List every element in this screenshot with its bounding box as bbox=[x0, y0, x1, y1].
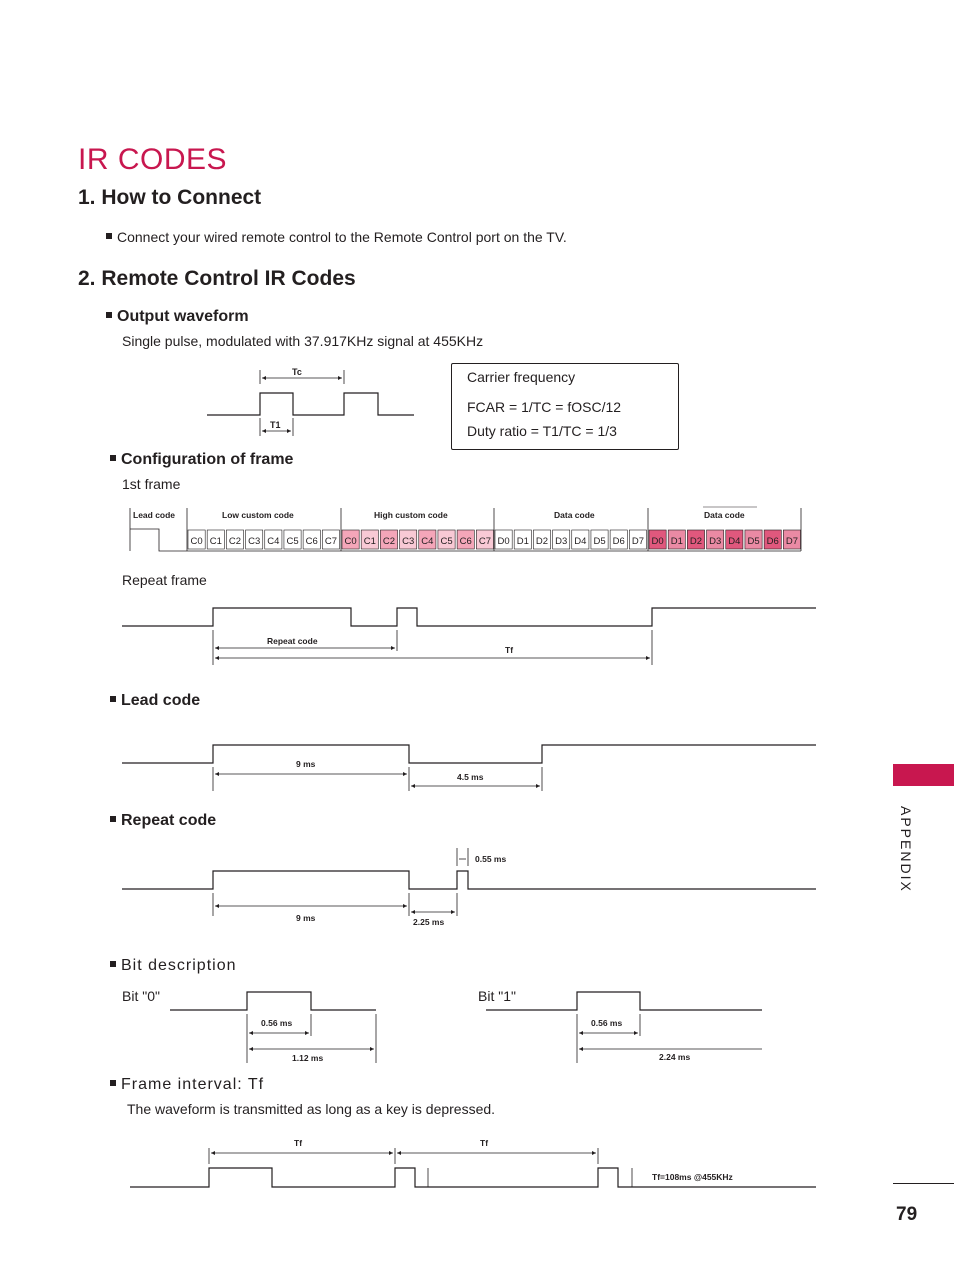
bit-cell-label-high_custom-2: C2 bbox=[382, 536, 396, 547]
bit-cell-label-low_custom-7: C7 bbox=[324, 536, 337, 547]
appendix-label bbox=[890, 806, 918, 896]
bit-cell-label-data_inverted-0: D0 bbox=[651, 536, 664, 547]
bit-cell-label-low_custom-0: C0 bbox=[190, 536, 203, 547]
bit-cell-label-low_custom-4: C4 bbox=[267, 536, 280, 547]
bit-cell-label-high_custom-1: C1 bbox=[363, 536, 376, 547]
output-waveform-description: Single pulse, modulated with 37.917KHz signal at 455KHz bbox=[122, 333, 484, 349]
lead-code-detail-waveform bbox=[122, 745, 816, 763]
group-label-high-custom: High custom code bbox=[374, 510, 448, 520]
bit-cell-label-low_custom-5: C5 bbox=[286, 536, 299, 547]
bit-cell-label-data-6: D6 bbox=[612, 536, 625, 547]
bit-cell-label-data_inverted-1: D1 bbox=[670, 536, 683, 547]
page-number-rule bbox=[893, 1183, 954, 1184]
repeat-2_25ms-label: 2.25 ms bbox=[413, 917, 445, 927]
bit-cell-label-low_custom-1: C1 bbox=[209, 536, 222, 547]
bit-cell-label-data_inverted-2: D2 bbox=[689, 536, 703, 547]
bit1-waveform bbox=[486, 992, 762, 1010]
repeat-0_55ms-label: 0.55 ms bbox=[475, 854, 507, 864]
bit-cell-label-data-1: D1 bbox=[516, 536, 529, 547]
bit-cell-label-data_inverted-3: D3 bbox=[709, 536, 722, 547]
repeat-frame-label: Repeat frame bbox=[122, 572, 207, 588]
repeat-9ms-label: 9 ms bbox=[296, 913, 316, 923]
bit-cell-label-high_custom-3: C3 bbox=[402, 536, 415, 547]
bit0-period-label: 1.12 ms bbox=[292, 1053, 324, 1063]
bit-cell-label-data-3: D3 bbox=[555, 536, 568, 547]
bit0-pulse-label: 0.56 ms bbox=[261, 1018, 293, 1028]
tf1-label: Tf bbox=[294, 1138, 303, 1148]
lead-4_5ms-label: 4.5 ms bbox=[457, 772, 484, 782]
lead-code-waveform bbox=[130, 529, 187, 551]
bit-cell-label-low_custom-2: C2 bbox=[228, 536, 242, 547]
bit0-label: Bit "0" bbox=[122, 988, 160, 1004]
repeat-code-heading-text: Repeat code bbox=[121, 812, 217, 829]
carrier-line-2: FCAR = 1/TC = fOSC/12 bbox=[467, 399, 622, 415]
bit-cell-label-data-5: D5 bbox=[593, 536, 606, 547]
bit-cell-label-high_custom-5: C5 bbox=[440, 536, 453, 547]
connect-bullet-text: Connect your wired remote control to the Remote Control port on the TV. bbox=[117, 229, 567, 245]
tf2-label: Tf bbox=[480, 1138, 489, 1148]
bit-cell-label-data_inverted-6: D6 bbox=[766, 536, 779, 547]
bit1-period-label: 2.24 ms bbox=[659, 1052, 691, 1062]
tf-note: Tf=108ms @455KHz bbox=[652, 1172, 733, 1182]
page-number: 79 bbox=[896, 1204, 918, 1225]
bit-cell-label-high_custom-4: C4 bbox=[421, 536, 434, 547]
group-label-data: Data code bbox=[554, 510, 595, 520]
config-frame-heading-text: Configuration of frame bbox=[121, 451, 294, 468]
output-waveform-line bbox=[207, 393, 414, 415]
bit-cell-label-high_custom-0: C0 bbox=[344, 536, 357, 547]
section-heading-ir-codes: 2. Remote Control IR Codes bbox=[78, 267, 356, 290]
group-label-lead: Lead code bbox=[133, 510, 176, 520]
bit-cell-label-data-2: D2 bbox=[535, 536, 549, 547]
bit-cell-label-data-7: D7 bbox=[631, 536, 644, 547]
frame-interval-heading-text: Frame interval: Tf bbox=[121, 1076, 265, 1093]
bit1-pulse-label: 0.56 ms bbox=[591, 1018, 623, 1028]
bit-cell-label-data_inverted-4: D4 bbox=[728, 536, 741, 547]
bit-cell-label-data-0: D0 bbox=[497, 536, 510, 547]
bit-cell-label-data-4: D4 bbox=[574, 536, 587, 547]
repeat-frame-waveform bbox=[122, 608, 816, 626]
carrier-line-3: Duty ratio = T1/TC = 1/3 bbox=[467, 423, 617, 439]
tf-label: Tf bbox=[505, 645, 514, 655]
appendix-tab bbox=[893, 764, 954, 786]
section-heading-connect: 1. How to Connect bbox=[78, 186, 262, 209]
output-waveform-heading-text: Output waveform bbox=[117, 308, 249, 325]
bit-cell-label-data_inverted-5: D5 bbox=[747, 536, 760, 547]
bit-cell-label-high_custom-6: C6 bbox=[459, 536, 472, 547]
tc-label: Tc bbox=[292, 367, 302, 377]
frame-interval-description: The waveform is transmitted as long as a key is depressed. bbox=[127, 1101, 496, 1117]
bit-cell-label-high_custom-7: C7 bbox=[478, 536, 491, 547]
page-title: IR CODES bbox=[78, 143, 228, 176]
bit-cell-label-low_custom-6: C6 bbox=[305, 536, 318, 547]
bit-cell-label-data_inverted-7: D7 bbox=[785, 536, 798, 547]
group-label-low-custom: Low custom code bbox=[222, 510, 294, 520]
bit0-waveform bbox=[170, 992, 376, 1010]
repeat-code-detail-waveform bbox=[122, 871, 816, 889]
lead-9ms-label: 9 ms bbox=[296, 759, 316, 769]
first-frame-label: 1st frame bbox=[122, 476, 181, 492]
bit1-label: Bit "1" bbox=[478, 988, 516, 1004]
group-label-data-inverted: Data code bbox=[704, 510, 745, 520]
t1-label: T1 bbox=[270, 420, 281, 430]
bit-cell-label-low_custom-3: C3 bbox=[248, 536, 261, 547]
carrier-line-1: Carrier frequency bbox=[467, 369, 576, 385]
lead-code-heading-text: Lead code bbox=[121, 692, 201, 709]
appendix-label-text: APPENDIX bbox=[898, 806, 914, 893]
bit-description-heading-text: Bit description bbox=[121, 957, 237, 974]
repeat-code-label: Repeat code bbox=[267, 636, 318, 646]
